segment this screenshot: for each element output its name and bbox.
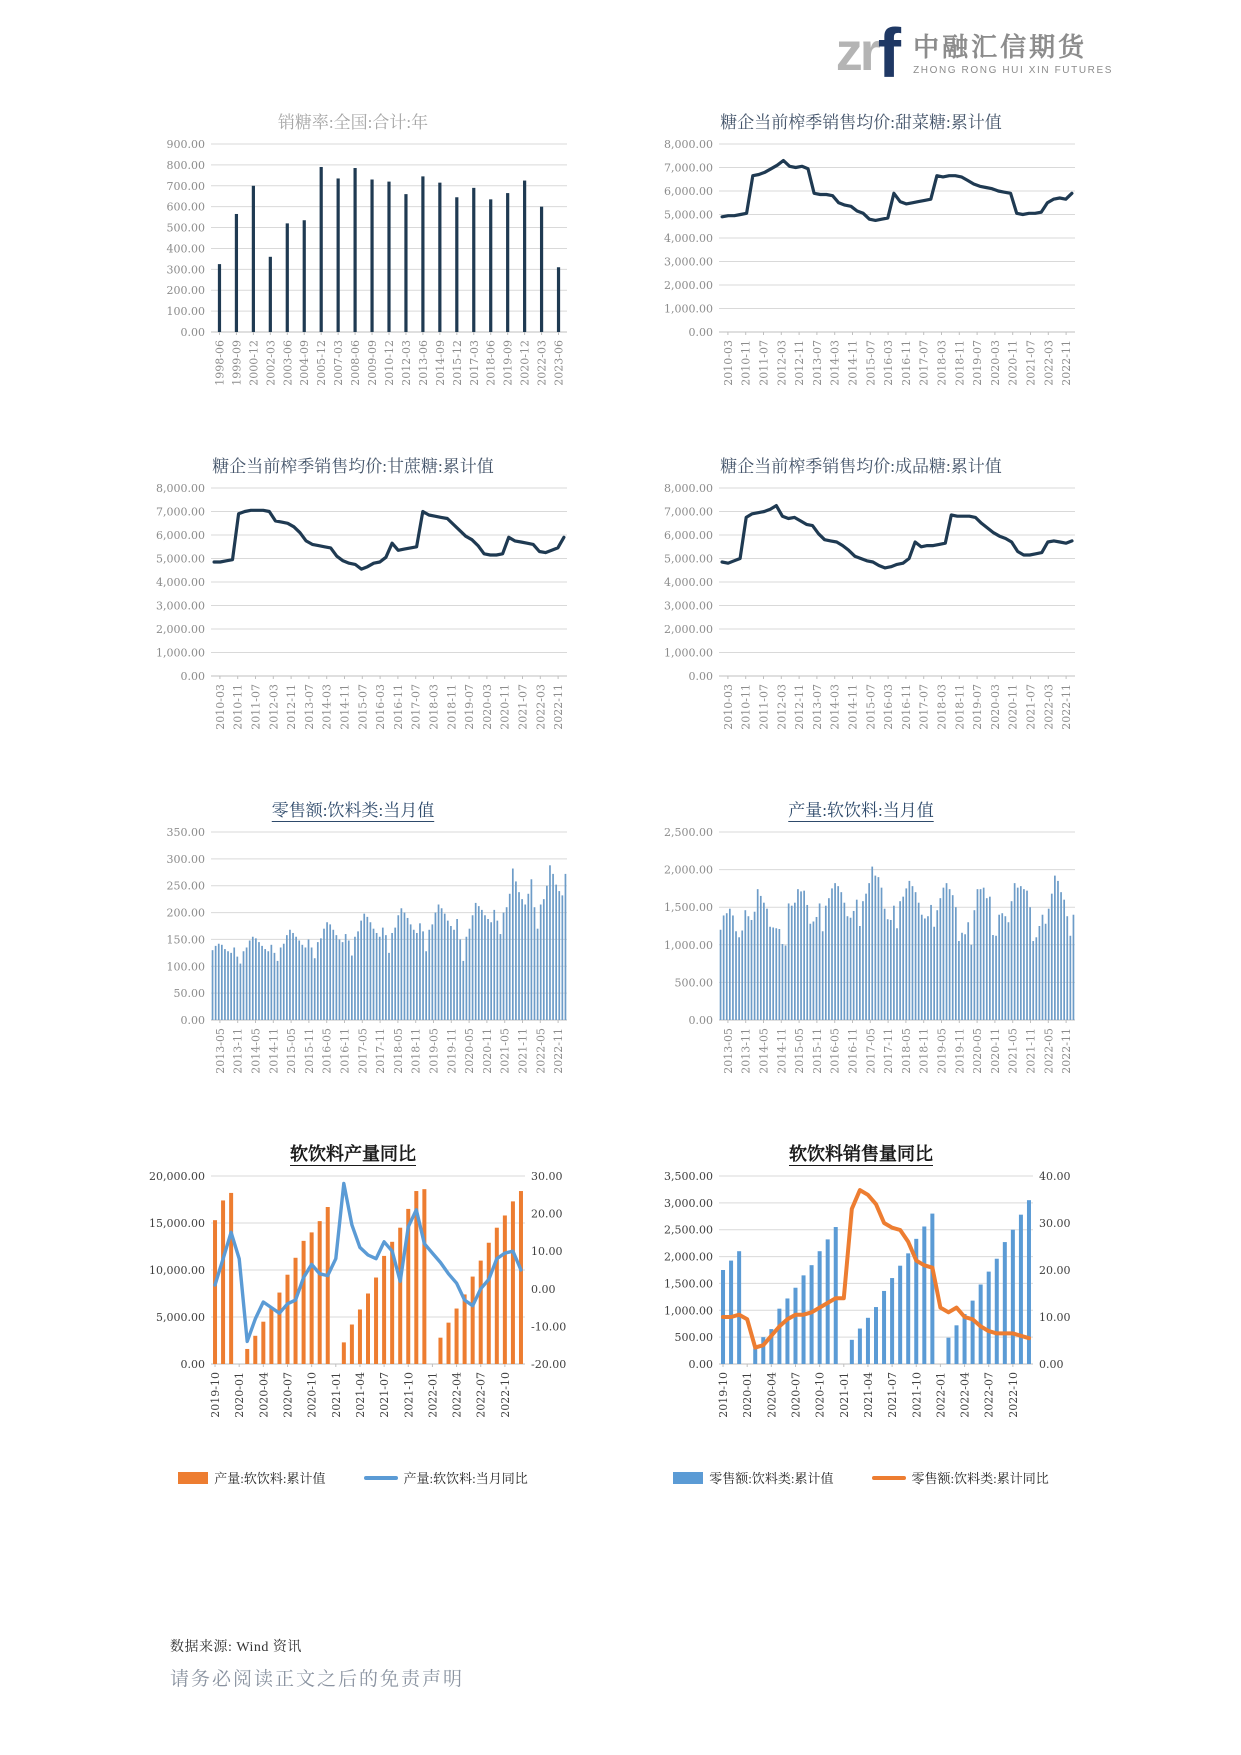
svg-text:150.00: 150.00 (166, 933, 205, 947)
svg-text:2015-07: 2015-07 (356, 684, 370, 730)
legend-item (673, 1468, 833, 1487)
svg-text:2012-03: 2012-03 (399, 340, 413, 386)
svg-text:2018-11: 2018-11 (953, 684, 967, 730)
svg-text:5,000.00: 5,000.00 (156, 1311, 205, 1324)
svg-text:2020-07: 2020-07 (789, 1372, 803, 1418)
chart-beverage-retail (133, 790, 573, 1134)
svg-text:1998-06: 1998-06 (213, 340, 227, 386)
svg-text:50.00: 50.00 (173, 987, 205, 1001)
svg-text:300.00: 300.00 (166, 852, 205, 866)
svg-text:4,000.00: 4,000.00 (664, 576, 713, 589)
svg-text:500.00: 500.00 (674, 1331, 713, 1345)
svg-text:2014-11: 2014-11 (846, 684, 860, 730)
svg-text:6,000.00: 6,000.00 (156, 529, 205, 542)
svg-text:2016-11: 2016-11 (846, 1028, 860, 1074)
svg-text:2008-06: 2008-06 (349, 340, 363, 386)
svg-text:5,000.00: 5,000.00 (664, 552, 713, 566)
svg-text:2022-03: 2022-03 (534, 684, 548, 730)
svg-text:0.00: 0.00 (180, 1014, 205, 1027)
svg-text:2013-07: 2013-07 (302, 684, 316, 730)
svg-text:2020-07: 2020-07 (281, 1372, 295, 1418)
svg-text:6,000.00: 6,000.00 (664, 529, 713, 542)
svg-text:2020-11: 2020-11 (988, 1028, 1002, 1074)
svg-text:2014-03: 2014-03 (828, 684, 842, 730)
svg-text:2013-05: 2013-05 (213, 1028, 227, 1074)
svg-text:2,500.00: 2,500.00 (664, 1223, 713, 1237)
svg-text:2019-05: 2019-05 (935, 1028, 949, 1074)
svg-text:1,000.00: 1,000.00 (664, 1304, 713, 1318)
svg-text:2016-11: 2016-11 (391, 684, 405, 730)
svg-text:3,000.00: 3,000.00 (664, 1196, 713, 1210)
logo-text (913, 20, 1113, 76)
svg-text:2020-12: 2020-12 (518, 340, 532, 386)
svg-text:1,500.00: 1,500.00 (664, 901, 713, 915)
svg-text:2022-11: 2022-11 (1060, 684, 1074, 730)
svg-text:400.00: 400.00 (166, 242, 205, 256)
svg-text:0.00: 0.00 (531, 1282, 556, 1296)
svg-text:0.00: 0.00 (1039, 1358, 1064, 1371)
svg-text:1,000.00: 1,000.00 (156, 646, 205, 660)
svg-text:2022-07: 2022-07 (982, 1372, 996, 1418)
svg-text:2015-07: 2015-07 (864, 340, 878, 386)
svg-text:2014-11: 2014-11 (267, 1028, 281, 1074)
svg-text:7,000.00: 7,000.00 (664, 505, 713, 519)
chart-canvas-softdrink-output-yoy (133, 1166, 573, 1466)
svg-text:2020-11: 2020-11 (498, 684, 512, 730)
svg-text:500.00: 500.00 (166, 221, 205, 235)
svg-text:0.00: 0.00 (180, 670, 205, 683)
svg-text:2017-07: 2017-07 (917, 684, 931, 730)
svg-text:2012-03: 2012-03 (775, 684, 789, 730)
svg-text:2020-04: 2020-04 (765, 1372, 779, 1418)
svg-text:2017-03: 2017-03 (467, 340, 481, 386)
svg-text:2018-11: 2018-11 (953, 340, 967, 386)
svg-text:2021-04: 2021-04 (353, 1372, 367, 1418)
legend-line-swatch (872, 1476, 906, 1480)
svg-text:2020-01: 2020-01 (741, 1372, 755, 1418)
svg-text:2019-07: 2019-07 (971, 684, 985, 730)
chart-canvas-refined-sugar-price (641, 478, 1081, 778)
svg-text:2021-07: 2021-07 (1024, 340, 1038, 386)
svg-text:2014-09: 2014-09 (433, 340, 447, 386)
svg-text:2017-05: 2017-05 (356, 1028, 370, 1074)
chart-title: 软饮料产量同比 (290, 1144, 416, 1164)
chart-title: 产量:软饮料:当月值 (788, 801, 934, 820)
svg-text:2021-04: 2021-04 (861, 1372, 875, 1418)
svg-text:2007-03: 2007-03 (332, 340, 346, 386)
svg-text:1,000.00: 1,000.00 (664, 646, 713, 660)
svg-text:2020-10: 2020-10 (813, 1372, 827, 1418)
svg-text:8,000.00: 8,000.00 (664, 138, 713, 151)
svg-text:6,000.00: 6,000.00 (664, 185, 713, 198)
svg-text:2000-12: 2000-12 (247, 340, 261, 386)
svg-text:2,000.00: 2,000.00 (156, 623, 205, 636)
svg-text:2015-05: 2015-05 (793, 1028, 807, 1074)
svg-text:2017-07: 2017-07 (917, 340, 931, 386)
svg-text:2021-05: 2021-05 (1006, 1028, 1020, 1074)
svg-text:15,000.00: 15,000.00 (149, 1217, 205, 1230)
svg-text:200.00: 200.00 (166, 906, 205, 920)
svg-text:2016-11: 2016-11 (338, 1028, 352, 1074)
svg-text:20.00: 20.00 (1039, 1264, 1071, 1277)
chart-title: 糖企当前榨季销售均价:成品糖:累计值 (720, 457, 1002, 476)
svg-text:5,000.00: 5,000.00 (664, 208, 713, 222)
svg-text:2016-05: 2016-05 (828, 1028, 842, 1074)
svg-text:2,000.00: 2,000.00 (664, 623, 713, 636)
logo-company-name-en: ZHONG RONG HUI XIN FUTURES (913, 65, 1113, 76)
disclaimer-note: 请务必阅读正文之后的免责声明 (170, 1669, 465, 1690)
chart-softdrink-output (641, 790, 1081, 1134)
svg-text:2019-07: 2019-07 (971, 340, 985, 386)
svg-text:2,500.00: 2,500.00 (664, 826, 713, 839)
chart-cane-sugar-price (133, 446, 573, 790)
svg-text:2013-11: 2013-11 (231, 1028, 245, 1074)
svg-text:2014-03: 2014-03 (320, 684, 334, 730)
svg-text:2010-12: 2010-12 (383, 340, 396, 386)
svg-text:2010-03: 2010-03 (721, 340, 735, 386)
svg-text:8,000.00: 8,000.00 (156, 482, 205, 495)
svg-text:2020-10: 2020-10 (305, 1372, 319, 1418)
svg-text:2022-11: 2022-11 (552, 684, 566, 730)
svg-text:2020-01: 2020-01 (233, 1372, 247, 1418)
svg-text:40.00: 40.00 (1039, 1170, 1071, 1183)
svg-text:2012-11: 2012-11 (793, 340, 807, 386)
svg-text:2011-07: 2011-07 (757, 340, 771, 386)
svg-text:2012-03: 2012-03 (775, 340, 789, 386)
legend-label: 零售额:饮料类:累计同比 (911, 1471, 1049, 1486)
svg-text:2016-05: 2016-05 (320, 1028, 334, 1074)
svg-text:2021-10: 2021-10 (910, 1372, 924, 1418)
svg-text:0.00: 0.00 (180, 1358, 205, 1371)
chart-legend (133, 1468, 573, 1487)
svg-text:2013-07: 2013-07 (810, 340, 824, 386)
legend-label: 产量:软饮料:累计值 (214, 1471, 326, 1486)
svg-text:2022-03: 2022-03 (535, 340, 549, 386)
svg-text:2011-07: 2011-07 (249, 684, 263, 730)
svg-text:2020-11: 2020-11 (1006, 340, 1020, 386)
svg-text:2014-05: 2014-05 (249, 1028, 263, 1074)
svg-text:2022-11: 2022-11 (1060, 1028, 1074, 1074)
svg-text:7,000.00: 7,000.00 (664, 161, 713, 175)
svg-text:2002-03: 2002-03 (264, 340, 278, 386)
chart-canvas-sugar-sales-rate (133, 134, 573, 434)
logo-company-name-cn: 中融汇信期货 (913, 33, 1088, 62)
svg-text:2021-11: 2021-11 (1024, 1028, 1038, 1074)
svg-text:1,000.00: 1,000.00 (664, 938, 713, 952)
svg-text:10,000.00: 10,000.00 (149, 1264, 205, 1277)
svg-text:2019-05: 2019-05 (427, 1028, 441, 1074)
chart-title: 销糖率:全国:合计:年 (277, 113, 429, 132)
svg-text:2018-05: 2018-05 (899, 1028, 913, 1074)
chart-canvas-cane-sugar-price (133, 478, 573, 778)
svg-text:-10.00: -10.00 (531, 1320, 567, 1334)
svg-text:-20.00: -20.00 (531, 1358, 567, 1371)
svg-text:2022-01: 2022-01 (934, 1372, 948, 1418)
svg-text:2020-03: 2020-03 (480, 684, 494, 730)
svg-text:2022-10: 2022-10 (498, 1372, 512, 1418)
svg-text:2022-04: 2022-04 (958, 1372, 972, 1418)
chart-title: 零售额:饮料类:当月值 (271, 801, 435, 820)
svg-text:0.00: 0.00 (688, 326, 713, 339)
svg-text:0.00: 0.00 (180, 326, 205, 339)
svg-text:2020-05: 2020-05 (463, 1028, 477, 1074)
svg-text:2013-11: 2013-11 (739, 1028, 753, 1074)
svg-text:2019-10: 2019-10 (209, 1372, 223, 1418)
svg-text:2017-11: 2017-11 (882, 1028, 896, 1074)
chart-canvas-softdrink-output (641, 822, 1081, 1122)
svg-text:2017-05: 2017-05 (864, 1028, 878, 1074)
svg-text:2014-11: 2014-11 (338, 684, 352, 730)
svg-text:2010-11: 2010-11 (231, 684, 245, 730)
svg-text:2005-12: 2005-12 (315, 340, 329, 386)
legend-label: 零售额:饮料类:累计值 (709, 1471, 834, 1486)
svg-text:2021-11: 2021-11 (516, 1028, 530, 1074)
svg-text:2010-11: 2010-11 (739, 340, 753, 386)
svg-text:20.00: 20.00 (531, 1207, 563, 1221)
svg-text:2019-07: 2019-07 (463, 684, 477, 730)
svg-text:2021-07: 2021-07 (1024, 684, 1038, 730)
svg-text:2021-07: 2021-07 (378, 1372, 392, 1418)
svg-text:0.00: 0.00 (688, 670, 713, 683)
svg-text:2016-03: 2016-03 (882, 340, 896, 386)
svg-text:2022-10: 2022-10 (1006, 1372, 1020, 1418)
chart-canvas-softdrink-sales-yoy (641, 1166, 1081, 1466)
svg-text:2012-11: 2012-11 (285, 684, 299, 730)
svg-text:2016-11: 2016-11 (899, 684, 913, 730)
svg-text:2009-09: 2009-09 (366, 340, 380, 386)
svg-text:800.00: 800.00 (166, 158, 205, 172)
svg-text:2022-11: 2022-11 (1060, 340, 1074, 386)
legend-bar-swatch (178, 1472, 208, 1484)
svg-text:2018-03: 2018-03 (935, 340, 949, 386)
chart-beet-sugar-price (641, 102, 1081, 446)
svg-text:2015-05: 2015-05 (285, 1028, 299, 1074)
svg-text:2020-11: 2020-11 (1006, 684, 1020, 730)
chart-legend (641, 1468, 1081, 1487)
svg-text:2022-07: 2022-07 (474, 1372, 488, 1418)
chart-title: 软饮料销售量同比 (789, 1144, 933, 1164)
svg-text:2014-11: 2014-11 (846, 340, 860, 386)
svg-text:4,000.00: 4,000.00 (664, 232, 713, 245)
svg-text:2021-07: 2021-07 (516, 684, 530, 730)
logo-f-mark: f (877, 14, 902, 92)
svg-text:3,000.00: 3,000.00 (664, 255, 713, 269)
svg-text:2019-11: 2019-11 (445, 1028, 459, 1074)
svg-text:2015-11: 2015-11 (302, 1028, 316, 1074)
svg-text:200.00: 200.00 (166, 284, 205, 298)
svg-text:2022-05: 2022-05 (1042, 1028, 1056, 1074)
svg-text:300.00: 300.00 (166, 263, 205, 277)
svg-text:2020-03: 2020-03 (988, 684, 1002, 730)
company-logo (835, 14, 1113, 92)
svg-text:5,000.00: 5,000.00 (156, 552, 205, 566)
svg-text:2004-09: 2004-09 (298, 340, 312, 386)
svg-text:7,000.00: 7,000.00 (156, 505, 205, 519)
svg-text:2014-05: 2014-05 (757, 1028, 771, 1074)
svg-text:2022-11: 2022-11 (552, 1028, 566, 1074)
svg-text:2023-06: 2023-06 (552, 340, 566, 386)
svg-text:2021-07: 2021-07 (886, 1372, 900, 1418)
svg-text:500.00: 500.00 (674, 976, 713, 990)
svg-text:8,000.00: 8,000.00 (664, 482, 713, 495)
svg-text:0.00: 0.00 (688, 1014, 713, 1027)
svg-text:2017-11: 2017-11 (374, 1028, 388, 1074)
svg-text:2019-10: 2019-10 (717, 1372, 731, 1418)
svg-text:2,000.00: 2,000.00 (664, 1250, 713, 1264)
svg-text:700.00: 700.00 (166, 179, 205, 193)
chart-softdrink-output-yoy (133, 1134, 573, 1487)
svg-text:2010-03: 2010-03 (721, 684, 735, 730)
svg-text:2018-11: 2018-11 (917, 1028, 931, 1074)
svg-text:4,000.00: 4,000.00 (156, 576, 205, 589)
svg-text:2013-06: 2013-06 (416, 340, 430, 386)
svg-text:2014-03: 2014-03 (828, 340, 842, 386)
legend-line-swatch (364, 1476, 398, 1480)
svg-text:2021-01: 2021-01 (329, 1372, 343, 1418)
svg-text:900.00: 900.00 (166, 138, 205, 151)
svg-text:2019-11: 2019-11 (953, 1028, 967, 1074)
chart-refined-sugar-price (641, 446, 1081, 790)
svg-text:2018-03: 2018-03 (427, 684, 441, 730)
svg-text:250.00: 250.00 (166, 879, 205, 893)
legend-label: 产量:软饮料:当月同比 (403, 1471, 528, 1486)
svg-text:100.00: 100.00 (166, 305, 205, 319)
svg-text:10.00: 10.00 (1039, 1311, 1071, 1324)
svg-text:2016-11: 2016-11 (899, 340, 913, 386)
svg-text:2018-06: 2018-06 (484, 340, 498, 386)
legend-bar-swatch (673, 1472, 703, 1484)
legend-item (178, 1468, 325, 1487)
svg-text:2022-01: 2022-01 (426, 1372, 440, 1418)
svg-text:2016-03: 2016-03 (374, 684, 388, 730)
svg-text:2010-03: 2010-03 (213, 684, 227, 730)
svg-text:2014-11: 2014-11 (775, 1028, 789, 1074)
svg-text:30.00: 30.00 (531, 1170, 563, 1183)
svg-text:2017-07: 2017-07 (409, 684, 423, 730)
svg-text:3,500.00: 3,500.00 (664, 1170, 713, 1183)
chart-title: 糖企当前榨季销售均价:甘蔗糖:累计值 (212, 457, 494, 476)
svg-text:2022-05: 2022-05 (534, 1028, 548, 1074)
charts-grid (133, 102, 1081, 1487)
svg-text:2013-07: 2013-07 (810, 684, 824, 730)
svg-text:1999-09: 1999-09 (230, 340, 244, 386)
data-source-note: 数据来源: Wind 资讯 (170, 1640, 302, 1655)
svg-text:2021-01: 2021-01 (837, 1372, 851, 1418)
svg-text:600.00: 600.00 (166, 200, 205, 214)
chart-canvas-beet-sugar-price (641, 134, 1081, 434)
svg-text:2018-05: 2018-05 (391, 1028, 405, 1074)
svg-text:2012-03: 2012-03 (267, 684, 281, 730)
svg-text:2016-03: 2016-03 (882, 684, 896, 730)
svg-text:20,000.00: 20,000.00 (149, 1170, 205, 1183)
svg-text:2020-03: 2020-03 (988, 340, 1002, 386)
svg-text:350.00: 350.00 (166, 826, 205, 839)
svg-text:0.00: 0.00 (688, 1358, 713, 1371)
svg-text:1,500.00: 1,500.00 (664, 1277, 713, 1291)
svg-text:2015-07: 2015-07 (864, 684, 878, 730)
chart-softdrink-sales-yoy (641, 1134, 1081, 1487)
chart-canvas-beverage-retail (133, 822, 573, 1122)
svg-text:2,000.00: 2,000.00 (664, 279, 713, 292)
svg-text:3,000.00: 3,000.00 (664, 599, 713, 613)
svg-text:2022-04: 2022-04 (450, 1372, 464, 1418)
chart-title: 糖企当前榨季销售均价:甜菜糖:累计值 (720, 113, 1002, 132)
svg-text:2012-11: 2012-11 (793, 684, 807, 730)
svg-text:2013-05: 2013-05 (721, 1028, 735, 1074)
logo-zr-mark: zr (835, 22, 878, 82)
legend-item (364, 1468, 528, 1487)
svg-text:2015-11: 2015-11 (810, 1028, 824, 1074)
svg-text:2,000.00: 2,000.00 (664, 863, 713, 877)
svg-text:2020-11: 2020-11 (480, 1028, 494, 1074)
legend-item (872, 1468, 1049, 1487)
svg-text:2022-03: 2022-03 (1042, 684, 1056, 730)
svg-text:2015-12: 2015-12 (450, 340, 464, 386)
chart-sugar-sales-rate (133, 102, 573, 446)
svg-text:100.00: 100.00 (166, 960, 205, 974)
svg-text:2003-06: 2003-06 (281, 340, 295, 386)
svg-text:2021-05: 2021-05 (498, 1028, 512, 1074)
svg-text:2019-09: 2019-09 (501, 340, 515, 386)
svg-text:2010-11: 2010-11 (739, 684, 753, 730)
svg-text:2020-05: 2020-05 (971, 1028, 985, 1074)
svg-text:2018-11: 2018-11 (409, 1028, 423, 1074)
svg-text:2020-04: 2020-04 (257, 1372, 271, 1418)
svg-text:10.00: 10.00 (531, 1245, 563, 1259)
svg-text:2021-10: 2021-10 (402, 1372, 416, 1418)
svg-text:2022-03: 2022-03 (1042, 340, 1056, 386)
svg-text:1,000.00: 1,000.00 (664, 302, 713, 316)
svg-text:30.00: 30.00 (1039, 1217, 1071, 1230)
page-footer (170, 1636, 464, 1691)
svg-text:2018-03: 2018-03 (935, 684, 949, 730)
svg-text:2011-07: 2011-07 (757, 684, 771, 730)
svg-text:3,000.00: 3,000.00 (156, 599, 205, 613)
svg-text:2018-11: 2018-11 (445, 684, 459, 730)
